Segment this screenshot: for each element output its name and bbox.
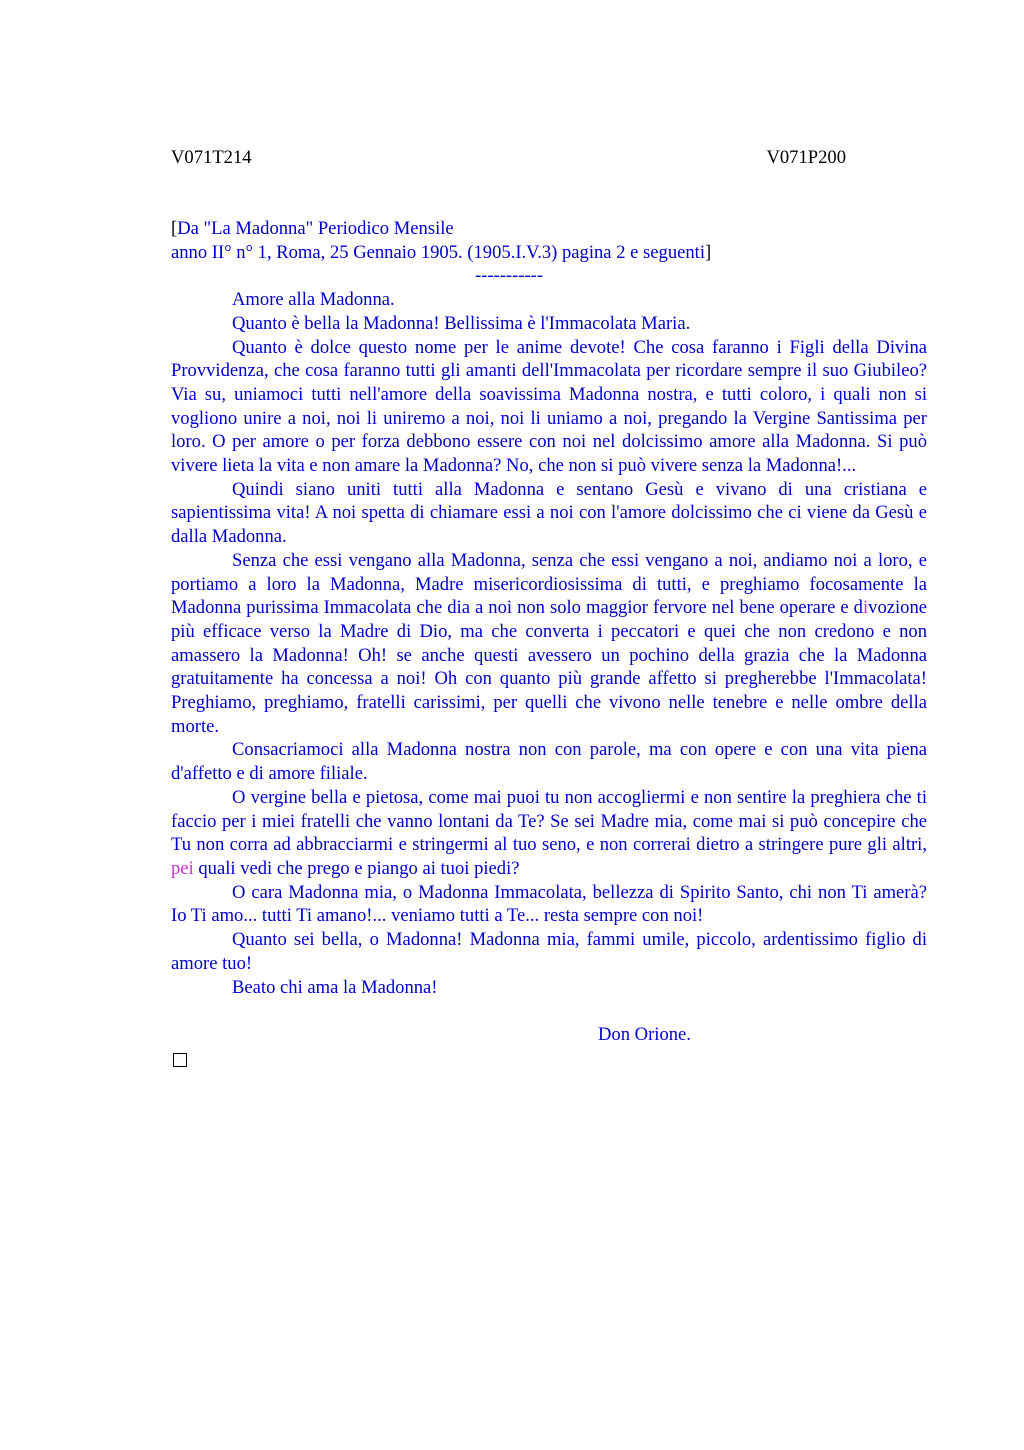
paragraph-6-text-b: quali vedi che prego e piango ai tuoi piedi? (193, 857, 520, 879)
paragraph-6 (171, 786, 927, 881)
paragraph-1: Quanto è bella la Madonna! Bellissima è l'Immacolata Maria. (232, 312, 691, 334)
paragraph-7: O cara Madonna mia, o Madonna Immacolata, bellezza di Spirito Santo, chi non Ti amerà? Io Ti amo... tutti Ti amano!... veniamo tutti a Te... resta sempre con noi! (171, 881, 927, 927)
header-left-code: V071T214 (171, 147, 252, 168)
paragraph-4-highlight: i (862, 597, 869, 619)
page-header (171, 146, 846, 170)
source-line-2 (171, 241, 927, 265)
section-divider: ----------- (474, 265, 544, 287)
paragraph-4-text-b: vozione più efficace verso la Madre di Dio, ma che converta i peccatori e quei che non credono e non amassero la Madonna! Oh! se anche questi avessero un pochino della grazia che la Madonna gratuitamente ha concessa a noi! Oh con quanto più grande affetto si pregherebbe l'Immacolata! Preghiamo, preghiamo, fratelli carissimi, per quelli che vivono nelle tenebre e nelle ombre della morte. (171, 597, 927, 737)
paragraph-3: Quindi siano uniti tutti alla Madonna e sentano Gesù e vivano di una cristiana e sapientissima vita! A noi spetta di chiamare essi a noi con l'amore dolcissimo che ci viene da Gesù e dalla Madonna. (171, 478, 927, 548)
source-line-1 (171, 217, 927, 241)
blank-line (171, 999, 927, 1023)
paragraph-8: Quanto sei bella, o Madonna! Madonna mia, fammi umile, piccolo, ardentissimo figlio di amore tuo! (171, 929, 927, 974)
paragraph-4 (171, 549, 927, 739)
paragraph-6-highlight: pei (171, 857, 194, 879)
source-bracket-open: [ (171, 218, 178, 239)
paragraph-9: Beato chi ama la Madonna! (232, 976, 438, 998)
article-title: Amore alla Madonna. (232, 289, 395, 311)
source-text-1: Da "La Madonna" Periodico Mensile (177, 218, 454, 239)
signature: Don Orione. (598, 1023, 691, 1045)
source-bracket-close: ] (705, 241, 712, 263)
document-body (171, 217, 927, 1067)
paragraph-5: Consacriamoci alla Madonna nostra non con parole, ma con opere e con una vita piena d'affetto e di amore filiale. (171, 739, 927, 785)
header-right-code: V071P200 (766, 147, 846, 168)
paragraph-4-text-a: Senza che essi vengano alla Madonna, senza che essi vengano a noi, andiamo noi a loro, e portiamo a loro la Madonna, Madre misericordiosissima di tutti, e preghiamo focosamente la Madonna purissima Immacolata che dia a noi non solo maggior fervore nel bene operare e d (171, 549, 927, 619)
paragraph-2: Quanto è dolce questo nome per le anime devote! Che cosa faranno i Figli della Divina Provvidenza, che cosa faranno tutti gli amanti dell'Immacolata per ricordare sempre il suo Giubileo? Via su, uniamoci tutti nell'amore della soavissima Madonna nostra, e tutti coloro, i quali non si vogliono unire a noi, noi li uniremo a noi, noi li uniamo a noi, pregando la Vergine Santissima per loro. O per amore o per forza debbono essere con noi nel dolcissimo amore alla Madonna. Si può vivere lieta la vita e non amare la Madonna? No, che non si può vivere senza la Madonna!... (171, 336, 927, 477)
paragraph-6-text-a: O vergine bella e pietosa, come mai puoi tu non accogliermi e non sentire la preghiera che ti faccio per i miei fratelli che vanno lontani da Te? Se sei Madre mia, come mai si può concepire che Tu non corra ad abbracciarmi e stringermi al tuo seno, e non correrai dietro a stringere pure gli altri, (171, 786, 927, 856)
end-of-document-box (173, 1053, 187, 1067)
source-text-2: anno II° n° 1, Roma, 25 Gennaio 1905. (1905.I.V.3) pagina 2 e seguenti (171, 241, 706, 263)
